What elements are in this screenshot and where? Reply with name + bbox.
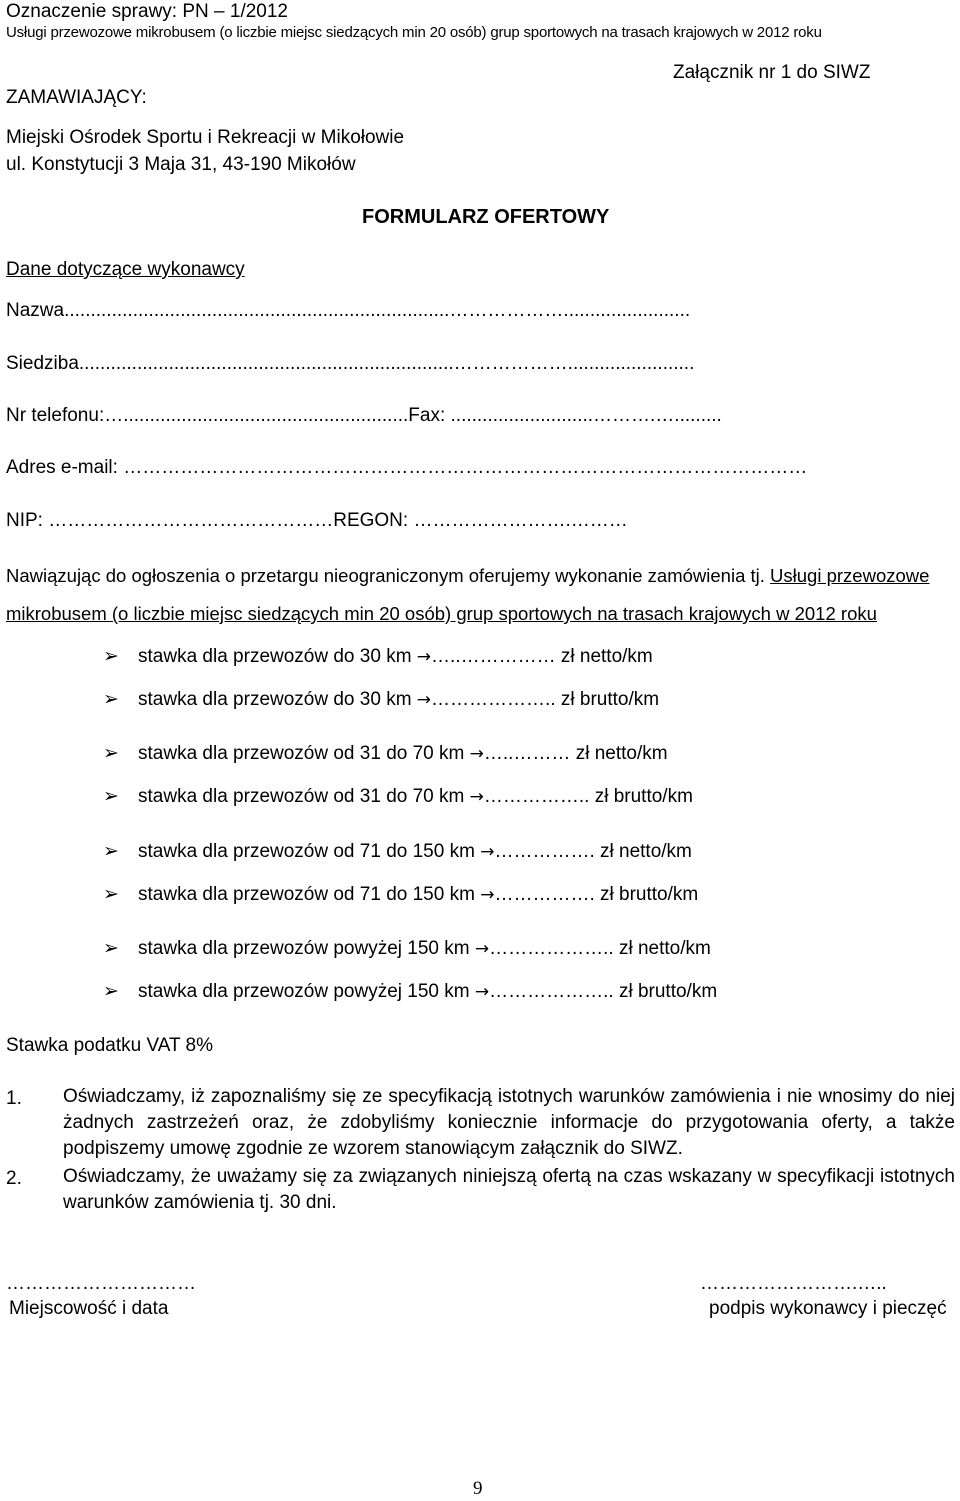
bullet-arrow-icon: ➢ xyxy=(103,840,119,862)
contractor-name-field: Nazwa.........................................................................………………........................ xyxy=(6,300,691,321)
right-arrow-icon: → xyxy=(480,842,495,862)
rate-value-blank: …..…………… xyxy=(431,646,556,667)
page-number: 9 xyxy=(473,1478,483,1499)
rate-unit: zł netto/km xyxy=(618,938,711,959)
case-reference: Oznaczenie sprawy: PN – 1/2012 xyxy=(6,1,288,22)
rate-row xyxy=(103,938,711,960)
contractor-phone-fax-field: Nr telefonu:…......................................................Fax: ...........................……….…......... xyxy=(6,405,722,426)
contractor-nip-regon-field: NIP: ………………………………………REGON: …………………….……… xyxy=(6,510,628,531)
rate-label: stawka dla przewozów od 31 do 70 km xyxy=(138,786,465,807)
rate-value-blank: …………….. xyxy=(483,786,590,807)
rate-row xyxy=(103,743,668,765)
rate-row xyxy=(103,786,693,808)
rate-label: stawka dla przewozów od 71 do 150 km xyxy=(138,884,475,905)
bullet-arrow-icon: ➢ xyxy=(103,883,119,905)
declaration-2-number: 2. xyxy=(6,1168,22,1189)
offer-intro-line-1 xyxy=(6,566,929,586)
offer-intro-underlined-1: Usługi przewozowe xyxy=(770,565,930,586)
ordering-party-label: ZAMAWIAJĄCY: xyxy=(6,87,147,108)
rate-unit: zł brutto/km xyxy=(594,786,693,807)
bullet-arrow-icon: ➢ xyxy=(103,688,119,710)
bullet-arrow-icon: ➢ xyxy=(103,645,119,667)
bullet-arrow-icon: ➢ xyxy=(103,980,119,1002)
bullet-arrow-icon: ➢ xyxy=(103,937,119,959)
rate-value-blank: …..……… xyxy=(483,743,571,764)
rate-unit: zł netto/km xyxy=(600,841,692,862)
bullet-arrow-icon: ➢ xyxy=(103,785,119,807)
offer-intro-plain: Nawiązując do ogłoszenia o przetargu nieograniczonym oferujemy wykonanie zamówienia tj. xyxy=(6,565,771,586)
place-date-dots: ………………………… xyxy=(6,1273,196,1294)
rate-value-blank: ……………….. xyxy=(489,981,614,1002)
rate-value-blank: ……………….. xyxy=(431,689,556,710)
declaration-1-text: Oświadczamy, iż zapoznaliśmy się ze specyfikacją istotnych warunków zamówienia i nie wnosimy do niej żadnych zastrzeżeń oraz, że zdobyliśmy koniecznie informacje do przygotowania oferty, a także podpiszemy umowę zgodnie ze wzorem stanowiącym załącznik do SIWZ. xyxy=(63,1086,955,1159)
offer-intro-underlined-2: mikrobusem (o liczbie miejsc siedzących min 20 osób) grup sportowych na trasach krajowych w 2012 roku xyxy=(6,603,877,624)
case-subject: Usługi przewozowe mikrobusem (o liczbie miejsc siedzących min 20 osób) grup sportowych na trasach krajowych w 2012 roku xyxy=(6,24,822,41)
place-date-label: Miejscowość i data xyxy=(9,1298,169,1319)
rate-row xyxy=(103,689,659,711)
right-arrow-icon: → xyxy=(474,939,490,959)
rate-value-blank: ……………. xyxy=(494,841,595,862)
right-arrow-icon: → xyxy=(480,885,495,905)
rate-unit: zł brutto/km xyxy=(618,981,718,1002)
right-arrow-icon: → xyxy=(469,744,484,764)
contractor-seat-field: Siedziba.......................................................................………………........................ xyxy=(6,353,695,374)
rate-label: stawka dla przewozów od 31 do 70 km xyxy=(138,743,465,764)
rate-unit: zł brutto/km xyxy=(560,689,660,710)
form-title: FORMULARZ OFERTOWY xyxy=(362,206,610,228)
right-arrow-icon: → xyxy=(416,690,432,710)
rate-unit: zł brutto/km xyxy=(600,884,699,905)
rate-label: stawka dla przewozów powyżej 150 km xyxy=(138,938,470,959)
rate-value-blank: ……………….. xyxy=(489,938,614,959)
rate-unit: zł netto/km xyxy=(560,646,653,667)
rate-row xyxy=(103,884,698,906)
ordering-party-org: Miejski Ośrodek Sportu i Rekreacji w Mikołowie xyxy=(6,127,405,148)
bullet-arrow-icon: ➢ xyxy=(103,742,119,764)
rate-row xyxy=(103,646,653,668)
vat-rate: Stawka podatku VAT 8% xyxy=(6,1035,214,1056)
ordering-party-address: ul. Konstytucji 3 Maja 31, 43-190 Mikołów xyxy=(6,154,356,175)
right-arrow-icon: → xyxy=(474,982,490,1002)
rate-label: stawka dla przewozów powyżej 150 km xyxy=(138,981,470,1002)
contractor-email-field: Adres e-mail: ……………………………………………………………………………………………… xyxy=(6,457,808,478)
right-arrow-icon: → xyxy=(469,787,484,807)
rate-row xyxy=(103,981,717,1003)
rate-label: stawka dla przewozów od 71 do 150 km xyxy=(138,841,475,862)
declaration-2-text: Oświadczamy, że uważamy się za związanych niniejszą ofertą na czas wskazany w specyfikacji istotnych warunków zamówienia tj. 30 dni. xyxy=(63,1166,955,1213)
rate-unit: zł netto/km xyxy=(575,743,668,764)
attachment-label: Załącznik nr 1 do SIWZ xyxy=(673,62,871,83)
signature-label: podpis wykonawcy i pieczęć xyxy=(709,1298,947,1319)
signature-dots: …………………….….. xyxy=(700,1273,887,1294)
contractor-heading: Dane dotyczące wykonawcy xyxy=(6,259,245,280)
rate-row xyxy=(103,841,692,863)
declaration-1-number: 1. xyxy=(6,1088,22,1109)
rate-value-blank: ……………. xyxy=(494,884,595,905)
rate-label: stawka dla przewozów do 30 km xyxy=(138,646,412,667)
right-arrow-icon: → xyxy=(416,647,432,667)
rate-label: stawka dla przewozów do 30 km xyxy=(138,689,412,710)
